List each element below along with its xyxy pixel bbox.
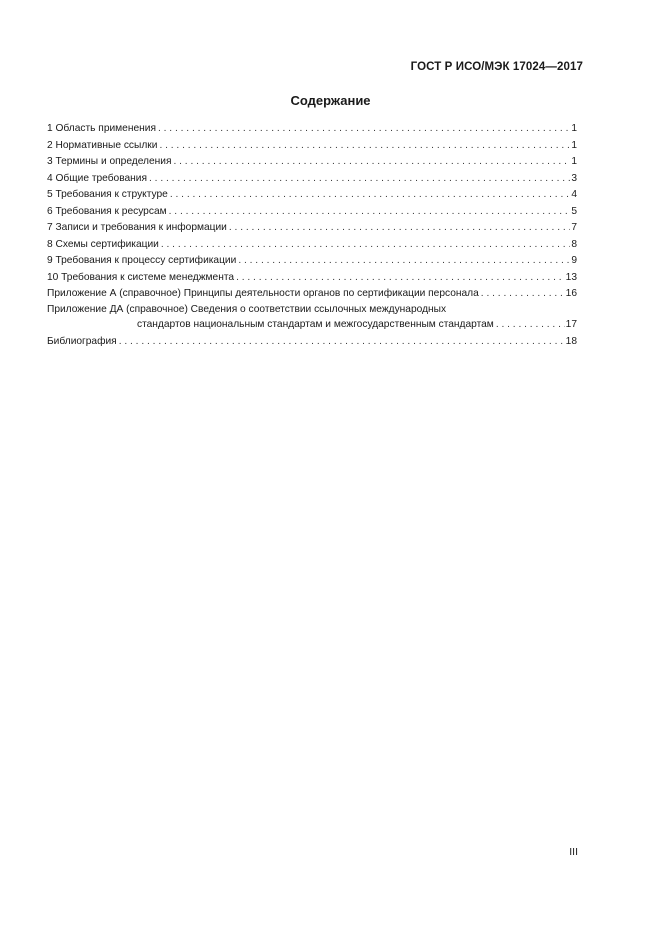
toc-item-label: Приложение А (справочное) Принципы деятельности органов по сертификации персонала [47,288,479,299]
toc-item-page: 1 [571,123,577,134]
toc-item[interactable] [47,204,577,221]
toc-leader-dots [159,138,570,155]
toc-item-continuation [47,317,577,334]
toc-item-label: Приложение ДА (справочное) Сведения о соответствии ссылочных международных [47,303,447,315]
toc-item-page: 7 [571,222,577,233]
toc-leader-dots [481,286,565,303]
table-of-contents [47,121,577,350]
toc-item[interactable] [47,237,577,254]
toc-item[interactable] [47,334,577,351]
toc-item-label: 5 Требования к структуре [47,189,168,200]
toc-leader-dots [229,220,570,237]
toc-item[interactable] [47,270,577,287]
toc-item[interactable] [47,121,577,138]
toc-leader-dots [149,171,570,188]
toc-item-label: Библиография [47,335,117,347]
toc-item-page: 16 [565,288,577,299]
toc-leader-dots [158,121,570,138]
toc-leader-dots [161,237,570,254]
toc-item-label: 9 Требования к процессу сертификации [47,255,237,266]
toc-item[interactable] [47,171,577,188]
toc-item-label: 8 Схемы сертификации [47,238,159,250]
toc-item-page: 4 [571,189,577,200]
toc-item-label: 10 Требования к системе менеджмента [47,271,235,283]
toc-item[interactable] [47,138,577,155]
toc-item-page: 9 [571,255,577,266]
toc-item-page: 1 [571,156,577,167]
toc-item-label-continuation: стандартов национальным стандартам и межгосударственным стандартам [137,319,494,330]
toc-leader-dots [496,317,565,334]
toc-item-page: 18 [565,335,577,347]
toc-item[interactable] [47,253,577,270]
toc-leader-dots [119,334,565,351]
toc-item-label: 1 Область применения [47,123,156,134]
toc-item-page: 13 [565,271,577,283]
toc-item-label: 3 Термины и определения [47,156,172,167]
document-code: ГОСТ Р ИСО/МЭК 17024—2017 [410,61,583,73]
toc-item-label: 2 Нормативные ссылки [47,139,158,151]
page-number: III [569,846,578,858]
toc-item[interactable] [47,154,577,171]
toc-leader-dots [169,204,571,221]
toc-item-label: 4 Общие требования [47,172,148,184]
toc-item[interactable] [47,187,577,204]
toc-item-multiline[interactable] [47,303,577,334]
toc-leader-dots [236,270,565,287]
toc-item-page: 5 [571,205,577,217]
toc-item[interactable] [47,286,577,303]
toc-item[interactable] [47,220,577,237]
toc-title: Содержание [290,93,371,108]
toc-item-page: 3 [571,172,577,184]
toc-leader-dots [173,154,570,171]
toc-item-label: 7 Записи и требования к информации [47,222,227,233]
toc-item-page: 1 [571,139,577,151]
toc-item-page: 8 [571,238,577,250]
toc-item-label: 6 Требования к ресурсам [47,205,167,217]
toc-leader-dots [170,187,570,204]
toc-leader-dots [238,253,570,270]
toc-item-page: 17 [565,319,577,330]
